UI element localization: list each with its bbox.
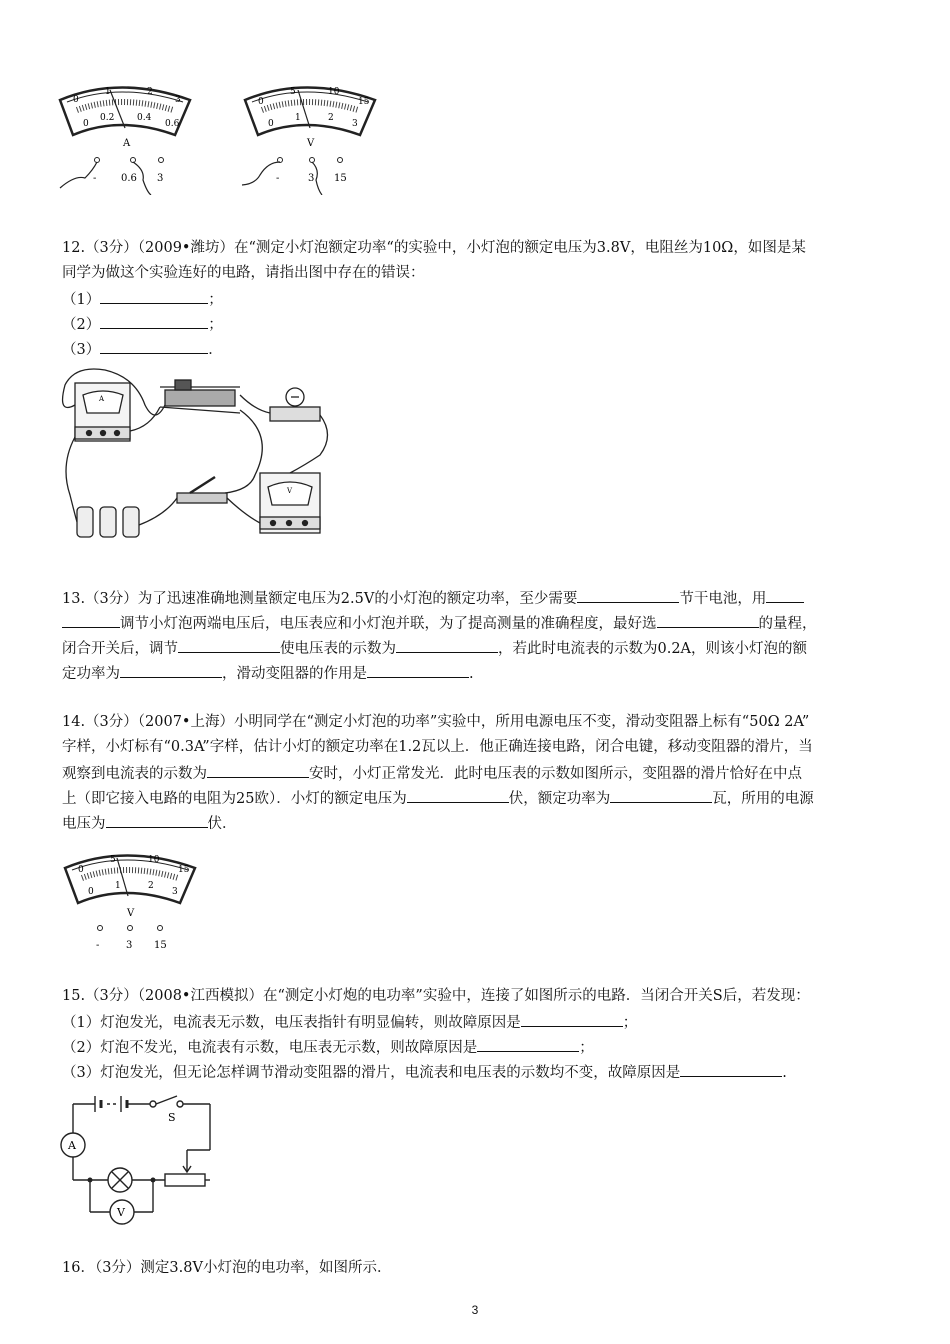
- q15-text: （2）灯泡不发光，电流表有示数，电压表无示数，则故障原因是: [62, 1040, 478, 1056]
- voltmeter-bottom-tick: 3: [172, 887, 178, 897]
- q13-text: 使电压表的示数为: [280, 641, 396, 657]
- voltmeter-symbol: V: [287, 487, 293, 495]
- voltmeter-bottom-tick: 3: [352, 119, 358, 129]
- question-16: [62, 1256, 892, 1281]
- voltmeter-bottom-tick: 1: [115, 881, 121, 891]
- q13-text: 调节小灯泡两端电压后，电压表应和小灯泡并联，为了提高测量的准确程度，最好选: [120, 616, 657, 632]
- voltmeter-symbol: V: [307, 138, 315, 149]
- voltmeter-top-tick: 10: [328, 87, 340, 97]
- voltmeter-symbol: V: [117, 1206, 125, 1219]
- q13-text: 定功率为: [62, 666, 120, 682]
- voltmeter-top-tick: 0: [78, 865, 84, 875]
- q15-text: ；: [579, 1040, 594, 1056]
- voltmeter-top-tick: 5: [290, 87, 296, 97]
- q12-line1: 12.（3分）（2009•潍坊）在“测定小灯泡额定功率“的实验中，小灯泡的额定电压为3.8V，电阻丝为10Ω，如图是某: [62, 240, 806, 256]
- voltmeter-dial: [242, 87, 375, 195]
- q12-item-2: [62, 311, 892, 336]
- voltmeter-top-tick: 0: [258, 97, 264, 107]
- q12-item-label: （2）: [62, 317, 101, 333]
- ammeter-symbol: A: [123, 138, 131, 149]
- answer-blank[interactable]: [521, 1009, 623, 1027]
- voltmeter-bottom-tick: 0: [88, 887, 94, 897]
- q12-line2: 同学为做这个实验连好的电路，请指出图中存在的错误：: [62, 265, 425, 281]
- q12-circuit-figure: [55, 365, 335, 555]
- q14-line2: 字样，小灯标有“0.3A”字样，估计小灯的额定功率在1.2瓦以上．他正确连接电路，闭合电键，移动变阻器的滑片，当: [62, 739, 813, 755]
- answer-blank[interactable]: [367, 660, 469, 678]
- answer-blank[interactable]: [610, 785, 712, 803]
- question-14: [62, 710, 892, 835]
- voltmeter-bottom-tick: 2: [328, 113, 334, 123]
- q14-line1: 14.（3分）（2007•上海）小明同学在“测定小灯泡的功率”实验中，所用电源电压不变，滑动变阻器上标有“50Ω 2A”: [62, 714, 810, 730]
- ammeter-dial: [60, 87, 190, 195]
- q15-text: （3）灯泡发光，但无论怎样调节滑动变阻器的滑片，电流表和电压表的示数均不变，故障原因是: [62, 1065, 681, 1081]
- answer-blank[interactable]: [100, 336, 208, 354]
- question-12: [62, 236, 892, 361]
- q13-text: 的量程，: [758, 616, 817, 632]
- ammeter-top-tick: 0: [73, 95, 79, 105]
- ammeter-bottom-tick: 0.6: [165, 119, 180, 129]
- terminal-label: -: [96, 940, 100, 951]
- terminal-label: -: [276, 173, 280, 184]
- q14-text: 伏，额定功率为: [508, 791, 611, 807]
- terminal-label: 3: [157, 173, 164, 184]
- top-meters-figure: [55, 80, 385, 195]
- answer-blank[interactable]: [120, 660, 222, 678]
- q15-text: .: [782, 1065, 787, 1081]
- q14-text: 安时，小灯正常发光．此时电压表的示数如图所示，变阻器的滑片恰好在中点: [309, 766, 802, 782]
- voltmeter-top-tick: 15: [358, 97, 370, 107]
- q12-item-end: ；: [208, 292, 223, 308]
- q13-text: .: [469, 666, 474, 682]
- question-15: [62, 984, 892, 1084]
- answer-blank[interactable]: [396, 635, 498, 653]
- q13-text: ，滑动变阻器的作用是: [222, 666, 367, 682]
- q12-item-end: ．: [208, 342, 223, 358]
- q13-text: 闭合开关后，调节: [62, 641, 178, 657]
- terminal-label: 15: [154, 940, 167, 951]
- q12-item-label: （1）: [62, 292, 101, 308]
- q12-item-3: [62, 336, 892, 361]
- q14-text: 电压为: [62, 816, 106, 832]
- q14-text: 伏．: [207, 816, 237, 832]
- answer-blank[interactable]: [766, 585, 804, 603]
- voltmeter-bottom-tick: 0: [268, 119, 274, 129]
- page-number: 3: [471, 1303, 479, 1317]
- ammeter-bottom-tick: 0.2: [100, 113, 115, 123]
- q16-line: 16．（3分）测定3.8V小灯泡的电功率，如图所示．: [62, 1260, 392, 1276]
- answer-blank[interactable]: [100, 311, 208, 329]
- switch-label: S: [168, 1111, 176, 1124]
- answer-blank[interactable]: [178, 635, 280, 653]
- ammeter-bottom-tick: 0.4: [137, 113, 152, 123]
- ammeter-bottom-tick: 0: [83, 119, 89, 129]
- q13-text: 节干电池，用: [679, 591, 767, 607]
- q14-text: 观察到电流表的示数为: [62, 766, 207, 782]
- answer-blank[interactable]: [657, 610, 759, 628]
- voltmeter-top-tick: 5: [110, 855, 116, 865]
- voltmeter-top-tick: 15: [178, 865, 190, 875]
- voltmeter-symbol: V: [127, 908, 135, 919]
- q12-item-1: [62, 286, 892, 311]
- ammeter-top-tick: 2: [147, 87, 153, 97]
- question-13: [62, 585, 892, 685]
- terminal-label: -: [93, 173, 97, 184]
- voltmeter-top-tick: 10: [148, 855, 160, 865]
- ammeter-symbol: A: [68, 1139, 76, 1152]
- ammeter-top-tick: 1: [105, 87, 111, 97]
- q15-text: （1）灯泡发光，电流表无示数，电压表指针有明显偏转，则故障原因是: [62, 1015, 521, 1031]
- ammeter-symbol: A: [99, 395, 105, 403]
- q15-line1: 15.（3分）（2008•江西模拟）在“测定小灯炮的电功率”实验中，连接了如图所示的电路．当闭合开关S后，若发现：: [62, 988, 810, 1004]
- terminal-label: 3: [126, 940, 133, 951]
- answer-blank[interactable]: [407, 785, 509, 803]
- q15-text: ；: [622, 1015, 638, 1031]
- voltmeter-bottom-tick: 1: [295, 113, 301, 123]
- terminal-label: 15: [334, 173, 347, 184]
- voltmeter-bottom-tick: 2: [148, 881, 154, 891]
- terminal-label: 3: [308, 173, 315, 184]
- answer-blank[interactable]: [207, 760, 309, 778]
- answer-blank[interactable]: [477, 1034, 579, 1052]
- q13-text: 13.（3分）为了迅速准确地测量额定电压为2.5V的小灯泡的额定功率，至少需要: [62, 591, 578, 607]
- ammeter-top-tick: 3: [175, 95, 181, 105]
- q12-item-end: ；: [208, 317, 223, 333]
- answer-blank[interactable]: [577, 585, 679, 603]
- answer-blank[interactable]: [680, 1059, 782, 1077]
- answer-blank[interactable]: [62, 610, 120, 628]
- answer-blank[interactable]: [100, 286, 208, 304]
- q13-text: ，若此时电流表的示数为0.2A，则该小灯泡的额: [498, 641, 808, 657]
- q14-voltmeter-figure: [60, 848, 205, 953]
- terminal-label: 0.6: [121, 173, 137, 184]
- q15-circuit-figure: [55, 1090, 220, 1225]
- answer-blank[interactable]: [106, 810, 208, 828]
- q12-item-label: （3）: [62, 342, 101, 358]
- q14-text: 瓦，所用的电源: [712, 791, 814, 807]
- q14-text: 上（即它接入电路的电阻为25欧）．小灯的额定电压为: [62, 791, 407, 807]
